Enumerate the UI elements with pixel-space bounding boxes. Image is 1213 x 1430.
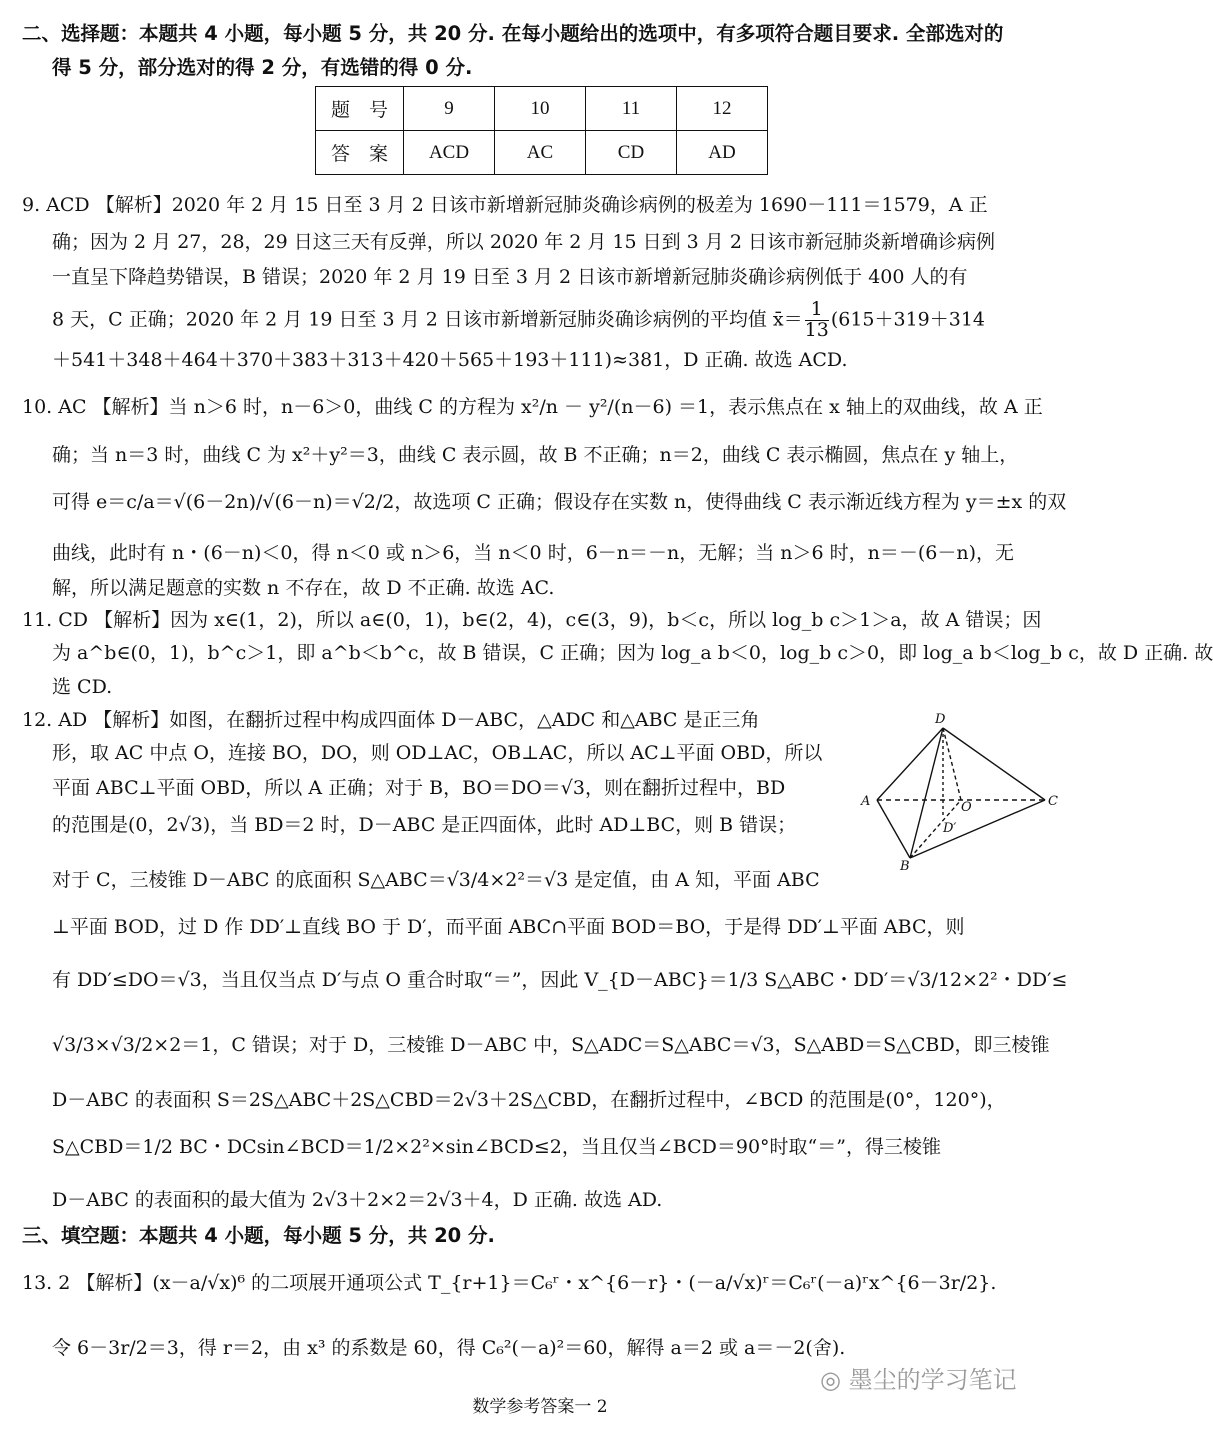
q12-line9: D－ABC 的表面积 S＝2S△ABC＋2S△CBD＝2√3＋2S△CBD，在翻折过程中，∠BCD 的范围是(0°，120°)， (52, 1089, 1006, 1111)
q9-line4 (52, 300, 985, 341)
page-footer: 数学参考答案一 2 (472, 1397, 608, 1417)
watermark (820, 1360, 1017, 1395)
answer-table-answer-row (316, 131, 768, 175)
watermark-text: 墨尘的学习笔记 (848, 1366, 1017, 1394)
section2-heading-line2: 得 5 分，部分选对的得 2 分，有选错的得 0 分. (52, 56, 473, 79)
q12-line5: 对于 C，三棱锥 D－ABC 的底面积 S△ABC＝√3/4×2²＝√3 是定值，由 A 知，平面 ABC (52, 869, 820, 891)
answer-cell: ACD (404, 131, 495, 175)
q12-line4: 的范围是(0，2√3)，当 BD＝2 时，D－ABC 是正四面体，此时 AD⊥BC，则 B 错误； (52, 814, 797, 836)
q12-line7: 有 DD′≤DO＝√3，当且仅当点 D′与点 O 重合时取“＝”，因此 V_{D－ABC}＝1/3 S△ABC・DD′＝√3/12×2²・DD′≤ (52, 969, 1068, 991)
q12-line3: 平面 ABC⊥平面 OBD，所以 A 正确；对于 B，BO＝DO＝√3，则在翻折过程中，BD (52, 777, 786, 799)
answer-cell: CD (586, 131, 677, 175)
q11-line3: 选 CD. (52, 676, 113, 698)
answer-table-header-row (316, 87, 768, 131)
question-cell: 12 (677, 87, 768, 131)
question-cell: 9 (404, 87, 495, 131)
answer-cell: AC (495, 131, 586, 175)
figure-label: D′ (943, 821, 957, 836)
q9-line3: 一直呈下降趋势错误，B 错误；2020 年 2 月 19 日至 3 月 2 日该市新增新冠肺炎确诊病例低于 400 人的有 (52, 266, 968, 288)
answer-label-cell: 答 案 (316, 131, 404, 175)
answer-cell: AD (677, 131, 768, 175)
section3-heading: 三、填空题：本题共 4 小题，每小题 5 分，共 20 分. (22, 1224, 495, 1247)
figure-label: A (861, 794, 871, 809)
q10-line4: 曲线，此时有 n・(6－n)＜0，得 n＜0 或 n＞6，当 n＜0 时，6－n＝－n，无解；当 n＞6 时，n＝－(6－n)，无 (52, 542, 1015, 564)
answer-table (315, 86, 768, 175)
wechat-icon: ◎ (820, 1366, 841, 1394)
q11-line2: 为 a^b∈(0，1)，b^c＞1，即 a^b＜b^c，故 B 错误，C 正确；因为 log_a b＜0，log_b c＞0，即 log_a b＜log_b c，故 D 正确. 故 (52, 642, 1213, 664)
q10-line1: 10. AC 【解析】当 n＞6 时，n－6＞0，曲线 C 的方程为 x²/n － y²/(n－6) ＝1，表示焦点在 x 轴上的双曲线，故 A 正 (22, 396, 1043, 418)
section2-heading-line1: 二、选择题：本题共 4 小题，每小题 5 分，共 20 分. 在每小题给出的选项中，有多项符合题目要求. 全部选对的 (22, 22, 1004, 45)
fraction-denominator: 13 (804, 318, 829, 341)
fraction (805, 300, 829, 341)
q9-line2: 确；因为 2 月 27，28，29 日这三天有反弹，所以 2020 年 2 月 15 日到 3 月 2 日该市新冠肺炎新增确诊病例 (52, 231, 995, 253)
q12-line1: 12. AD 【解析】如图，在翻折过程中构成四面体 D－ABC，△ADC 和△ABC 是正三角 (22, 709, 760, 731)
q12-line2: 形，取 AC 中点 O，连接 BO，DO，则 OD⊥AC，OB⊥AC，所以 AC⊥平面 OBD，所以 (52, 742, 823, 764)
figure-label: D (935, 712, 946, 727)
q12-line8: √3/3×√3/2×2＝1，C 错误；对于 D，三棱锥 D－ABC 中，S△ADC＝S△ABC＝√3，S△ABD＝S△CBD，即三棱锥 (52, 1034, 1050, 1056)
fraction-numerator: 1 (805, 300, 829, 321)
figure-label: C (1048, 794, 1058, 809)
q9-line4-text: 8 天，C 正确；2020 年 2 月 19 日至 3 月 2 日该市新增新冠肺炎确诊病例的平均值 x̄＝ (52, 308, 803, 331)
q12-line10: S△CBD＝1/2 BC・DCsin∠BCD＝1/2×2²×sin∠BCD≤2，当且仅当∠BCD＝90°时取“＝”，得三棱锥 (52, 1136, 941, 1158)
figure-label: B (900, 859, 910, 874)
q10-line5: 解，所以满足题意的实数 n 不存在，故 D 不正确. 故选 AC. (52, 577, 555, 599)
q12-line6: ⊥平面 BOD，过 D 作 DD′⊥直线 BO 于 D′，而平面 ABC∩平面 BOD＝BO，于是得 DD′⊥平面 ABC，则 (52, 916, 965, 938)
q10-line2: 确；当 n＝3 时，曲线 C 为 x²＋y²＝3，曲线 C 表示圆，故 B 不正确；n＝2，曲线 C 表示椭圆，焦点在 y 轴上， (52, 444, 1019, 466)
question-cell: 11 (586, 87, 677, 131)
q13-line1: 13. 2 【解析】(x－a/√x)⁶ 的二项展开通项公式 T_{r+1}＝C₆ʳ・x^{6－r}・(－a/√x)ʳ＝C₆ʳ(－a)ʳx^{6－3r/2}. (22, 1272, 997, 1294)
q12-line11: D－ABC 的表面积的最大值为 2√3＋2×2＝2√3＋4，D 正确. 故选 AD. (52, 1189, 663, 1211)
tetrahedron-figure (855, 710, 1065, 875)
q11-line1: 11. CD 【解析】因为 x∈(1，2)，所以 a∈(0，1)，b∈(2，4)，c∈(3，9)，b＜c，所以 log_b c＞1＞a，故 A 错误；因 (22, 609, 1042, 631)
figure-label: O (961, 800, 972, 815)
question-cell: 10 (495, 87, 586, 131)
q9-line4-text-tail: (615＋319＋314 (830, 308, 986, 331)
q10-line3: 可得 e＝c/a＝√(6－2n)/√(6－n)＝√2/2，故选项 C 正确；假设存在实数 n，使得曲线 C 表示渐近线方程为 y＝±x 的双 (52, 491, 1067, 513)
q13-line2: 令 6－3r/2＝3，得 r＝2，由 x³ 的系数是 60，得 C₆²(－a)²＝60，解得 a＝2 或 a＝－2(舍). (52, 1337, 846, 1359)
header-label-cell: 题 号 (316, 87, 404, 131)
q9-line1: 9. ACD 【解析】2020 年 2 月 15 日至 3 月 2 日该市新增新冠肺炎确诊病例的极差为 1690－111＝1579，A 正 (22, 194, 988, 216)
q9-line5: ＋541＋348＋464＋370＋383＋313＋420＋565＋193＋111)≈381，D 正确. 故选 ACD. (52, 349, 848, 371)
